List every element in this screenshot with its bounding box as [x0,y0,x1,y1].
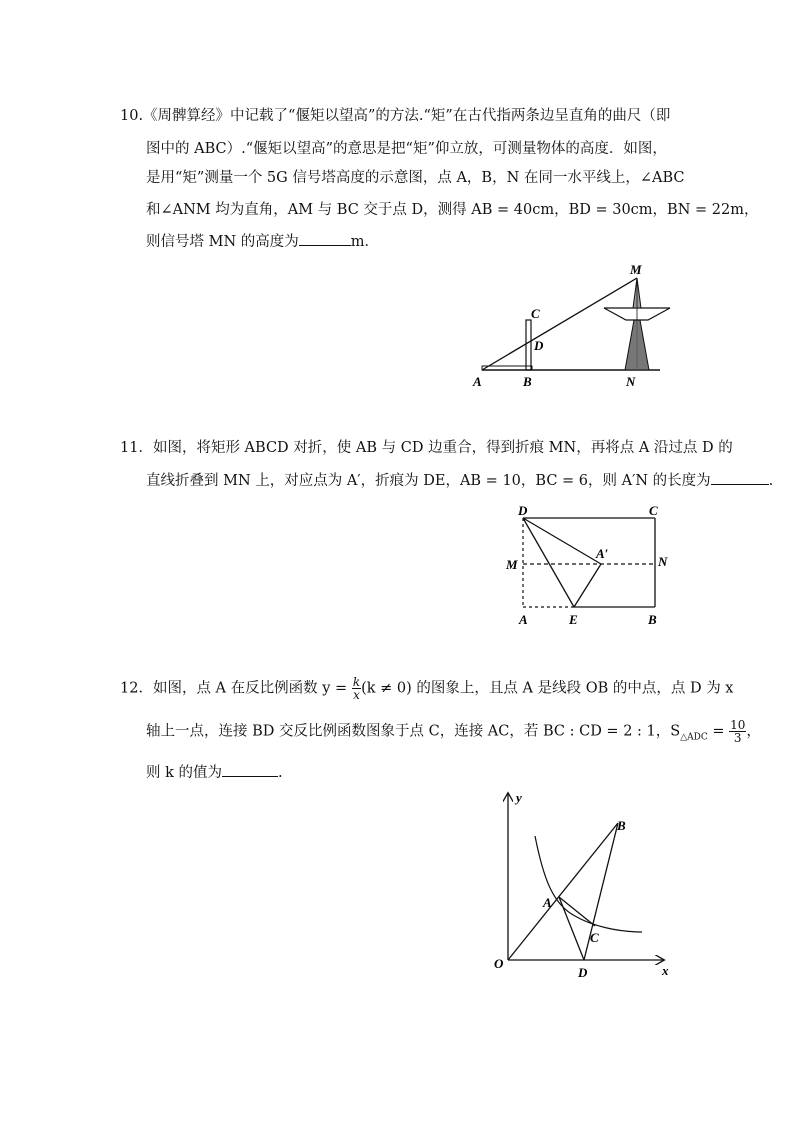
q11-line-2-end: . [768,473,774,489]
q12-line-3-end: . [278,765,283,781]
q11-line-2 [146,469,773,490]
q11-label-Aprime: A′ [596,546,609,561]
q12-label-y: y [516,790,522,805]
q11-label-N: N [658,554,668,569]
q10-line-2: 图中的 ABC）.“偃矩以望高”的意思是把“矩”仰立放，可测量物体的高度．如图， [146,141,667,157]
q12-line-2-text: 轴上一点，连接 BD 交反比例函数图象于点 C，连接 AC，若 BC : CD = 2 : 1，S [146,723,681,740]
q10-label-N: N [626,374,636,389]
q10-figure [470,258,690,393]
q10-label-D: D [534,338,544,353]
q10-sight-line [482,278,637,370]
q11-segment-ApE [574,564,601,607]
q11-fold-DE [523,518,574,607]
q11-label-B: B [648,612,657,627]
q12-frac-num: k [352,675,361,689]
q12-line-1 [120,676,733,701]
q12-label-A: A [543,895,552,910]
q12-label-O: O [494,956,504,971]
q10-answer-blank[interactable] [299,233,351,246]
q11-answer-blank[interactable] [711,472,769,485]
q12-frac-den: x [353,688,360,702]
q12-hyperbola-curve [535,836,642,932]
q11-figure [500,500,680,630]
q12-area-subscript: △ADC [680,732,708,743]
q12-line-2-end: ， [746,723,761,740]
q12-line-1-rest: (k ≠ 0) 的图象上，且点 A 是线段 OB 的中点，点 D 为 x [361,680,734,697]
q11-label-C: C [649,503,658,518]
q10-line-4: 和∠ANM 均为直角，AM 与 BC 交于点 D，测得 AB = 40cm，BD = 30cm，BN = 22m， [146,202,759,218]
q11-segment-DAp [523,518,601,564]
q11-line-2-text: 直线折叠到 MN 上，对应点为 A′，折痕为 DE，AB = 10，BC = 6，则 A′N 的长度为 [146,473,711,489]
q12-line-3 [146,761,283,782]
q11-label-A: A [519,612,528,627]
q10-line-5-unit: m． [350,234,380,250]
q11-label-E: E [569,612,578,627]
q11-label-D: D [518,503,528,518]
q12-answer-blank[interactable] [222,764,278,777]
q11-line-1: 11．如图，将矩形 ABCD 对折，使 AB 与 CD 边重合，得到折痕 MN，再将点 A 沿过点 D 的 [120,440,733,456]
q12-label-C: C [590,930,599,945]
q10-label-M: M [630,262,642,277]
q10-label-C: C [531,306,540,321]
q12-area-eq: = [707,723,725,740]
q12-line-3-text: 则 k 的值为 [146,765,223,781]
q12-label-x: x [662,963,669,978]
q12-area-num: 10 [730,718,746,732]
q12-line-1-text: 12．如图，点 A 在反比例函数 y = [120,680,348,697]
q12-area-den: 3 [733,731,742,745]
q10-label-A: A [473,374,482,389]
q10-line-5-text: 则信号塔 MN 的高度为 [146,234,299,250]
q12-fraction-area [729,719,746,744]
q12-line-2 [146,719,761,744]
q10-line-5 [146,230,379,251]
q10-label-B: B [523,374,532,389]
q12-label-B: B [617,818,626,833]
q12-label-D: D [578,965,588,980]
q11-label-M: M [506,557,518,572]
q12-fraction-k-over-x [352,676,361,701]
q10-line-3: 是用“矩”测量一个 5G 信号塔高度的示意图，点 A，B，N 在同一水平线上，∠ABC [146,170,685,186]
q12-figure [480,786,680,986]
q10-ruler-vertical [526,320,531,370]
q10-line-1: 10.《周髀算经》中记载了“偃矩以望高”的方法.“矩”在古代指两条边呈直角的曲尺（即 [120,108,671,124]
